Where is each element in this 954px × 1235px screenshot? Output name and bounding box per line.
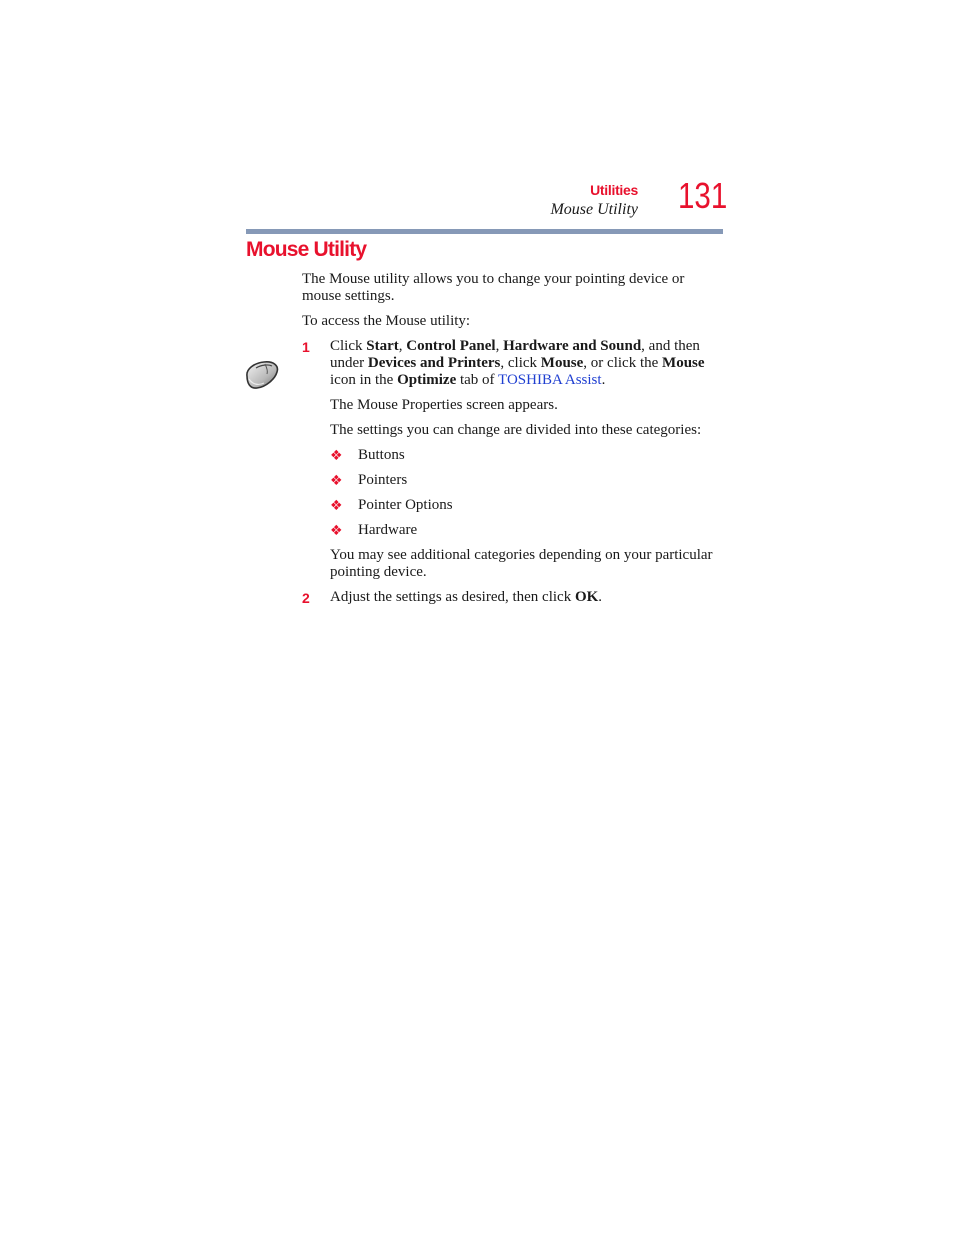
menu-mouse: Mouse xyxy=(540,355,584,371)
menu-hardware-sound: Hardware and Sound xyxy=(503,338,642,354)
list-item: Pointers xyxy=(358,472,408,488)
step-2-number: 2 xyxy=(302,590,310,606)
toshiba-assist-link[interactable]: TOSHIBA Assist xyxy=(498,372,602,388)
additional-categories-note: You may see additional categories depending on your particular pointing device. xyxy=(330,547,713,580)
intro-paragraph: The Mouse utility allows you to change your pointing device or mouse settings. xyxy=(302,271,685,304)
bullet-icon: ❖ xyxy=(330,523,343,539)
section-title: Mouse Utility xyxy=(246,238,367,261)
bullet-icon: ❖ xyxy=(330,498,343,514)
running-header-chapter: Utilities xyxy=(590,182,638,198)
header-rule xyxy=(246,229,723,234)
categories-intro: The settings you can change are divided into these categories: xyxy=(330,422,702,438)
menu-start: Start xyxy=(366,338,399,354)
bullet-icon: ❖ xyxy=(330,473,343,489)
list-item: Pointer Options xyxy=(358,497,453,513)
running-header-section: Mouse Utility xyxy=(550,201,638,218)
step-1-number: 1 xyxy=(302,339,310,355)
optimize-tab: Optimize xyxy=(397,372,457,388)
bullet-icon: ❖ xyxy=(330,448,343,464)
page-number: 131 xyxy=(678,175,728,216)
step-1-text: Click Start, Control Panel, Hardware and Sound, and then under Devices and Printers, click Mouse, or click the Mouse icon in the Optimize tab of TOSHIBA Assist. xyxy=(330,338,705,388)
mouse-icon-label: Mouse xyxy=(662,355,705,371)
properties-appears: The Mouse Properties screen appears. xyxy=(330,397,558,413)
list-item: Buttons xyxy=(358,447,405,463)
mouse-icon xyxy=(244,360,280,390)
list-item: Hardware xyxy=(358,522,418,538)
menu-control-panel: Control Panel xyxy=(406,338,496,354)
menu-devices-printers: Devices and Printers xyxy=(367,355,501,371)
step-2-text: Adjust the settings as desired, then click OK. xyxy=(330,589,603,605)
ok-label: OK xyxy=(574,589,599,605)
access-paragraph: To access the Mouse utility: xyxy=(302,313,471,329)
